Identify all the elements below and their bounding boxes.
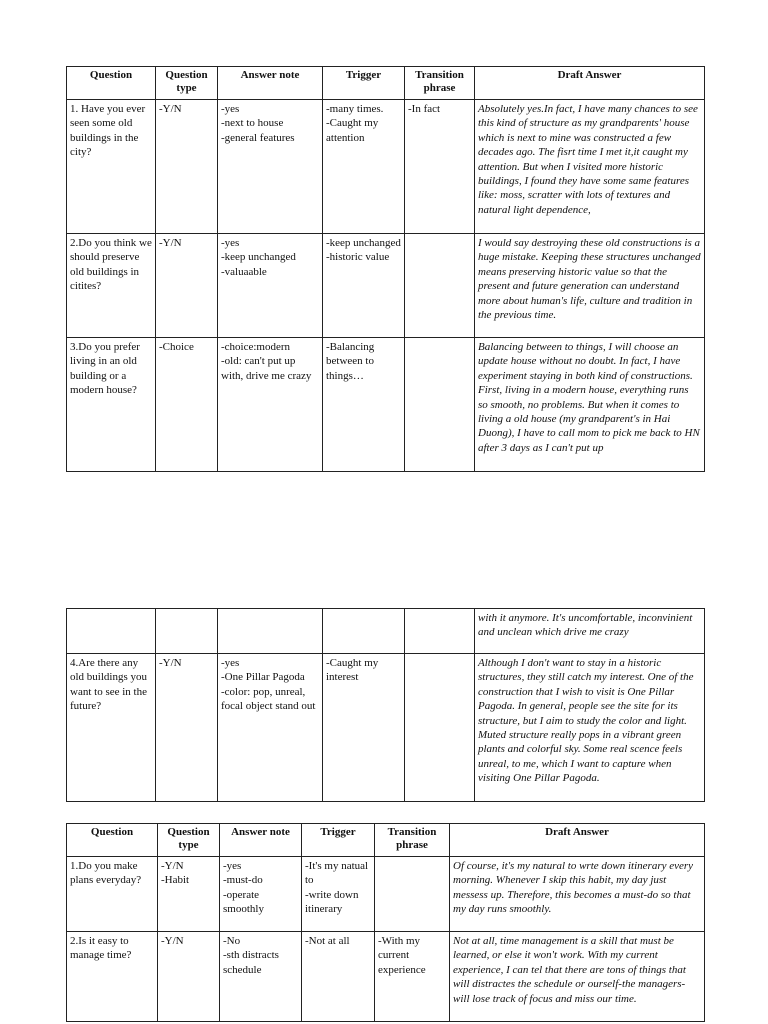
draft-cell: Balancing between to things, I will choose an update house without no doubt. In fact, I have experiment staying in both kind of constructions. First, living in a modern house, everything runs so smooth, no problems. But when it comes to living a old house (my grandparent's in Hai Duong), I have to call mom to pick me back to HN after 3 days as I can't put up (475, 338, 705, 472)
question-cell: 2.Is it easy to manage time? (67, 932, 158, 1022)
header-question-type: Question type (158, 824, 220, 857)
table-row (67, 609, 705, 654)
transition-cell: -In fact (405, 100, 475, 234)
type-cell: -Y/N -Habit (158, 857, 220, 932)
table-row (67, 234, 705, 338)
trigger-cell: -keep unchanged -historic value (323, 234, 405, 338)
header-draft-answer: Draft Answer (475, 67, 705, 100)
trigger-cell (323, 609, 405, 654)
header-row (67, 67, 705, 100)
trigger-cell: -Balancing between to things… (323, 338, 405, 472)
draft-cell: I would say destroying these old constructions is a huge mistake. Keeping these structures unchanged means preserving historic value so that the present and future generation can understand more about human's life, culture and tradition in the previous time. (475, 234, 705, 338)
note-cell: -yes -must-do -operate smoothly (220, 857, 302, 932)
question-cell (67, 609, 156, 654)
transition-cell (405, 654, 475, 802)
question-cell: 4.Are there any old buildings you want to see in the future? (67, 654, 156, 802)
table-row (67, 654, 705, 802)
type-cell: -Choice (156, 338, 218, 472)
header-transition-phrase: Transition phrase (405, 67, 475, 100)
question-cell: 1.Do you make plans everyday? (67, 857, 158, 932)
table-row (67, 932, 705, 1022)
header-question-type: Question type (156, 67, 218, 100)
draft-cell: Of course, it's my natural to wrte down itinerary every morning. Whenever I skip this habit, my day just messess up. Therefore, this becomes a must-do so that my day runs smoothly. (450, 857, 705, 932)
answer-table-1 (66, 66, 705, 472)
transition-cell (375, 857, 450, 932)
header-answer-note: Answer note (220, 824, 302, 857)
table-row (67, 857, 705, 932)
question-cell: 3.Do you prefer living in an old building or a modern house? (67, 338, 156, 472)
table-row (67, 338, 705, 472)
transition-cell (405, 338, 475, 472)
trigger-cell: -It's my natual to -write down itinerary (302, 857, 375, 932)
question-cell: 1. Have you ever seen some old buildings in the city? (67, 100, 156, 234)
draft-cell: with it anymore. It's uncomfortable, inconvinient and unclean which drive me crazy (475, 609, 705, 654)
header-answer-note: Answer note (218, 67, 323, 100)
type-cell: -Y/N (156, 234, 218, 338)
note-cell: -choice:modern -old: can't put up with, drive me crazy (218, 338, 323, 472)
draft-cell: Although I don't want to stay in a historic structures, they still catch my interest. One of the construction that I wish to visit is One Pillar Pagoda. In general, people see the site for its structure, but I aim to study the color and light. Muted structure really pops in a vibrant green plants and colorful sky. Some real scence feels unreal, to me, which I want to capture when visiting One Pillar Pagoda. (475, 654, 705, 802)
header-trigger: Trigger (302, 824, 375, 857)
note-cell: -yes -keep unchanged -valuaable (218, 234, 323, 338)
transition-cell: -With my current experience (375, 932, 450, 1022)
type-cell: -Y/N (156, 654, 218, 802)
trigger-cell: -Caught my interest (323, 654, 405, 802)
answer-table-2 (66, 608, 705, 802)
header-question: Question (67, 67, 156, 100)
header-row (67, 824, 705, 857)
header-transition-phrase: Transition phrase (375, 824, 450, 857)
question-cell: 2.Do you think we should preserve old buildings in citites? (67, 234, 156, 338)
header-draft-answer: Draft Answer (450, 824, 705, 857)
note-cell: -yes -next to house -general features (218, 100, 323, 234)
type-cell: -Y/N (158, 932, 220, 1022)
header-trigger: Trigger (323, 67, 405, 100)
trigger-cell: -many times. -Caught my attention (323, 100, 405, 234)
transition-cell (405, 609, 475, 654)
header-question: Question (67, 824, 158, 857)
transition-cell (405, 234, 475, 338)
trigger-cell: -Not at all (302, 932, 375, 1022)
note-cell: -No -sth distracts schedule (220, 932, 302, 1022)
table-row (67, 100, 705, 234)
draft-cell: Absolutely yes.In fact, I have many chances to see this kind of structure as my grandparents' house which is next to mine was constructed a few decades ago. The fisrt time I met it,it caught my attention. But when I visited more historic buildings, I found they have some same features like: moss, scratter with lots of textures and natural light dependence, (475, 100, 705, 234)
answer-table-3 (66, 823, 705, 1022)
note-cell (218, 609, 323, 654)
type-cell (156, 609, 218, 654)
note-cell: -yes -One Pillar Pagoda -color: pop, unreal, focal object stand out (218, 654, 323, 802)
type-cell: -Y/N (156, 100, 218, 234)
draft-cell: Not at all, time management is a skill that must be learned, or else it won't work. With my current experience, I can tel that there are tons of things that will distractes the schedule or ourself-the managers- will lose track of focus and miss our time. (450, 932, 705, 1022)
